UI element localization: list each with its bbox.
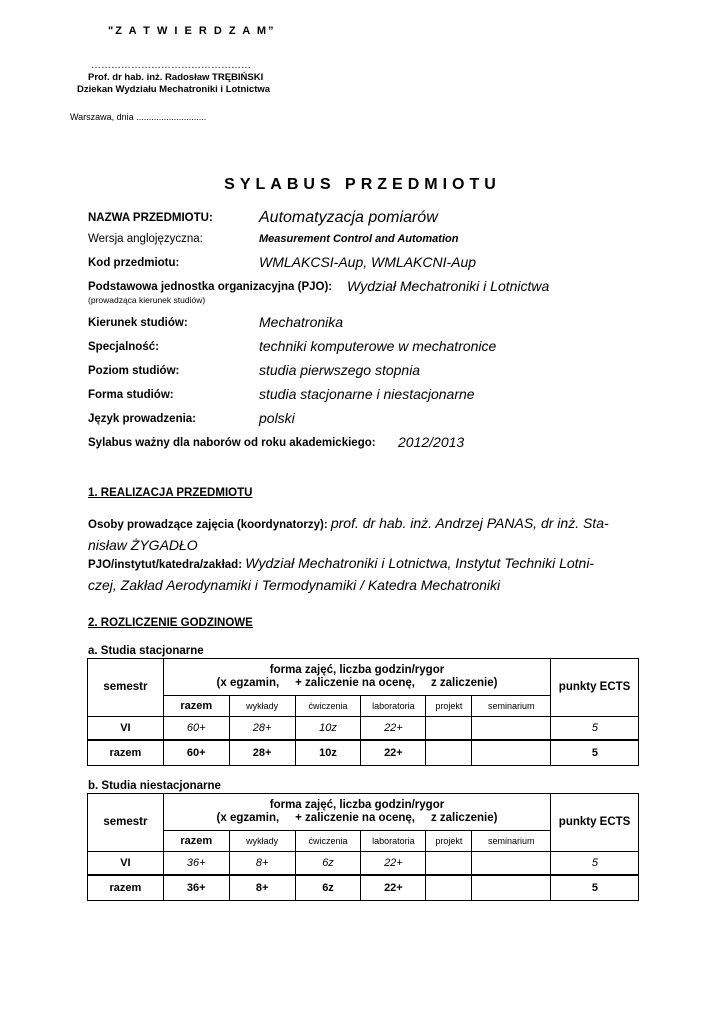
unit-label: Podstawowa jednostka organizacyjna (PJO): <box>88 281 333 293</box>
cell-semester: VI <box>88 852 164 875</box>
cell-razem: 60+ <box>163 740 229 766</box>
language-value: polski <box>259 410 295 426</box>
section-1-heading: 1. REALIZACJA PRZEDMIOTU <box>88 487 253 499</box>
language-label: Język prowadzenia: <box>88 413 197 425</box>
col-laboratoria: laboratoria <box>361 831 426 852</box>
part-time-hours-table <box>87 793 639 901</box>
pjo-label: PJO/instytut/katedra/zakład: <box>88 559 243 571</box>
cell-laboratoria: 22+ <box>361 875 426 901</box>
semester-header: semestr <box>88 659 164 717</box>
table-row <box>88 852 639 875</box>
table-row <box>88 717 639 740</box>
cell-seminarium <box>472 875 551 901</box>
cell-semester: VI <box>88 717 164 740</box>
approval-heading: "Z A T W I E R D Z A M” <box>108 25 276 37</box>
direction-value: Mechatronika <box>259 314 344 330</box>
col-wyklady: wykłady <box>229 831 295 852</box>
valid-from-label: Sylabus ważny dla naborów od roku akademickiego: <box>88 437 376 449</box>
ects-header: punkty ECTS <box>551 659 639 717</box>
cell-projekt <box>426 740 472 766</box>
cell-razem: 60+ <box>163 717 229 740</box>
course-name-value: Automatyzacja pomiarów <box>259 209 438 226</box>
table-row <box>88 875 639 901</box>
form-label: Forma studiów: <box>88 389 174 401</box>
cell-razem: 36+ <box>163 852 229 875</box>
section-2-heading: 2. ROZLICZENIE GODZINOWE <box>88 617 253 629</box>
cell-ects: 5 <box>551 875 639 901</box>
cell-ects: 5 <box>551 852 639 875</box>
cell-semester: razem <box>88 875 164 901</box>
cell-ects: 5 <box>551 740 639 766</box>
pjo-value-line2: czej, Zakład Aerodynamiki i Termodynamiki / Katedra Mechatroniki <box>88 577 501 593</box>
cell-seminarium <box>472 852 551 875</box>
level-label: Poziom studiów: <box>88 365 180 377</box>
cell-wyklady: 8+ <box>229 875 295 901</box>
specialty-value: techniki komputerowe w mechatronice <box>259 338 497 354</box>
signature-line: ………………………………………… <box>91 60 251 71</box>
level-value: studia pierwszego stopnia <box>259 362 421 378</box>
forms-header <box>163 659 550 696</box>
cell-wyklady: 28+ <box>229 740 295 766</box>
cell-laboratoria: 22+ <box>361 740 426 766</box>
col-laboratoria: laboratoria <box>361 696 426 717</box>
cell-laboratoria: 22+ <box>361 717 426 740</box>
cell-cwiczenia: 10z <box>295 740 361 766</box>
pjo-value-line1: Wydział Mechatroniki i Lotnictwa, Instytut Techniki Lotni- <box>245 555 595 571</box>
course-name-label: NAZWA PRZEDMIOTU: <box>88 212 213 224</box>
col-razem: razem <box>163 696 229 717</box>
cell-semester: razem <box>88 740 164 766</box>
forms-header-line2: (x egzamin, + zaliczenie na ocenę, z zaliczenie) <box>216 677 498 689</box>
teachers-value-line1: prof. dr hab. inż. Andrzej PANAS, dr inż. Sta- <box>330 515 609 531</box>
specialty-label: Specjalność: <box>88 341 159 353</box>
part-time-title: b. Studia niestacjonarne <box>88 780 221 792</box>
col-seminarium: seminarium <box>472 696 551 717</box>
full-time-hours-table <box>87 658 639 766</box>
unit-value: Wydział Mechatroniki i Lotnictwa <box>347 278 550 294</box>
table-row <box>88 740 639 766</box>
signer-name: Prof. dr hab. inż. Radosław TRĘBIŃSKI <box>88 72 264 83</box>
teachers-value-line2: nisław ŻYGADŁO <box>88 537 198 553</box>
col-projekt: projekt <box>426 831 472 852</box>
ects-header: punkty ECTS <box>551 794 639 852</box>
cell-projekt <box>426 875 472 901</box>
full-time-title: a. Studia stacjonarne <box>88 645 204 657</box>
forms-header-line1: forma zajęć, liczba godzin/rygor <box>269 664 445 676</box>
forms-header-line1: forma zajęć, liczba godzin/rygor <box>269 799 445 811</box>
teachers-label: Osoby prowadzące zajęcia (koordynatorzy): <box>88 519 328 531</box>
form-value: studia stacjonarne i niestacjonarne <box>259 386 475 402</box>
col-projekt: projekt <box>426 696 472 717</box>
cell-laboratoria: 22+ <box>361 852 426 875</box>
english-version-label: Wersja anglojęzyczna: <box>88 233 203 245</box>
col-razem: razem <box>163 831 229 852</box>
unit-note: (prowadząca kierunek studiów) <box>88 295 206 305</box>
cell-projekt <box>426 852 472 875</box>
semester-header: semestr <box>88 794 164 852</box>
course-code-label: Kod przedmiotu: <box>88 257 180 269</box>
valid-from-value: 2012/2013 <box>398 434 465 450</box>
col-seminarium: seminarium <box>472 831 551 852</box>
cell-wyklady: 8+ <box>229 852 295 875</box>
signer-role: Dziekan Wydziału Mechatroniki i Lotnictwa <box>77 84 271 95</box>
forms-header-line2: (x egzamin, + zaliczenie na ocenę, z zaliczenie) <box>216 812 498 824</box>
cell-cwiczenia: 6z <box>295 875 361 901</box>
cell-seminarium <box>472 740 551 766</box>
cell-projekt <box>426 717 472 740</box>
course-code-value: WMLAKCSI-Aup, WMLAKCNI-Aup <box>259 254 477 270</box>
direction-label: Kierunek studiów: <box>88 317 188 329</box>
cell-seminarium <box>472 717 551 740</box>
place-date: Warszawa, dnia ............................ <box>70 112 207 122</box>
teachers-paragraph <box>88 513 648 557</box>
english-version-value: Measurement Control and Automation <box>259 233 459 245</box>
pjo-paragraph <box>88 553 648 597</box>
col-wyklady: wykłady <box>229 696 295 717</box>
document-title: SYLABUS PRZEDMIOTU <box>224 176 501 193</box>
cell-razem: 36+ <box>163 875 229 901</box>
cell-wyklady: 28+ <box>229 717 295 740</box>
col-cwiczenia: ćwiczenia <box>295 831 361 852</box>
cell-ects: 5 <box>551 717 639 740</box>
cell-cwiczenia: 6z <box>295 852 361 875</box>
cell-cwiczenia: 10z <box>295 717 361 740</box>
col-cwiczenia: ćwiczenia <box>295 696 361 717</box>
forms-header <box>163 794 550 831</box>
